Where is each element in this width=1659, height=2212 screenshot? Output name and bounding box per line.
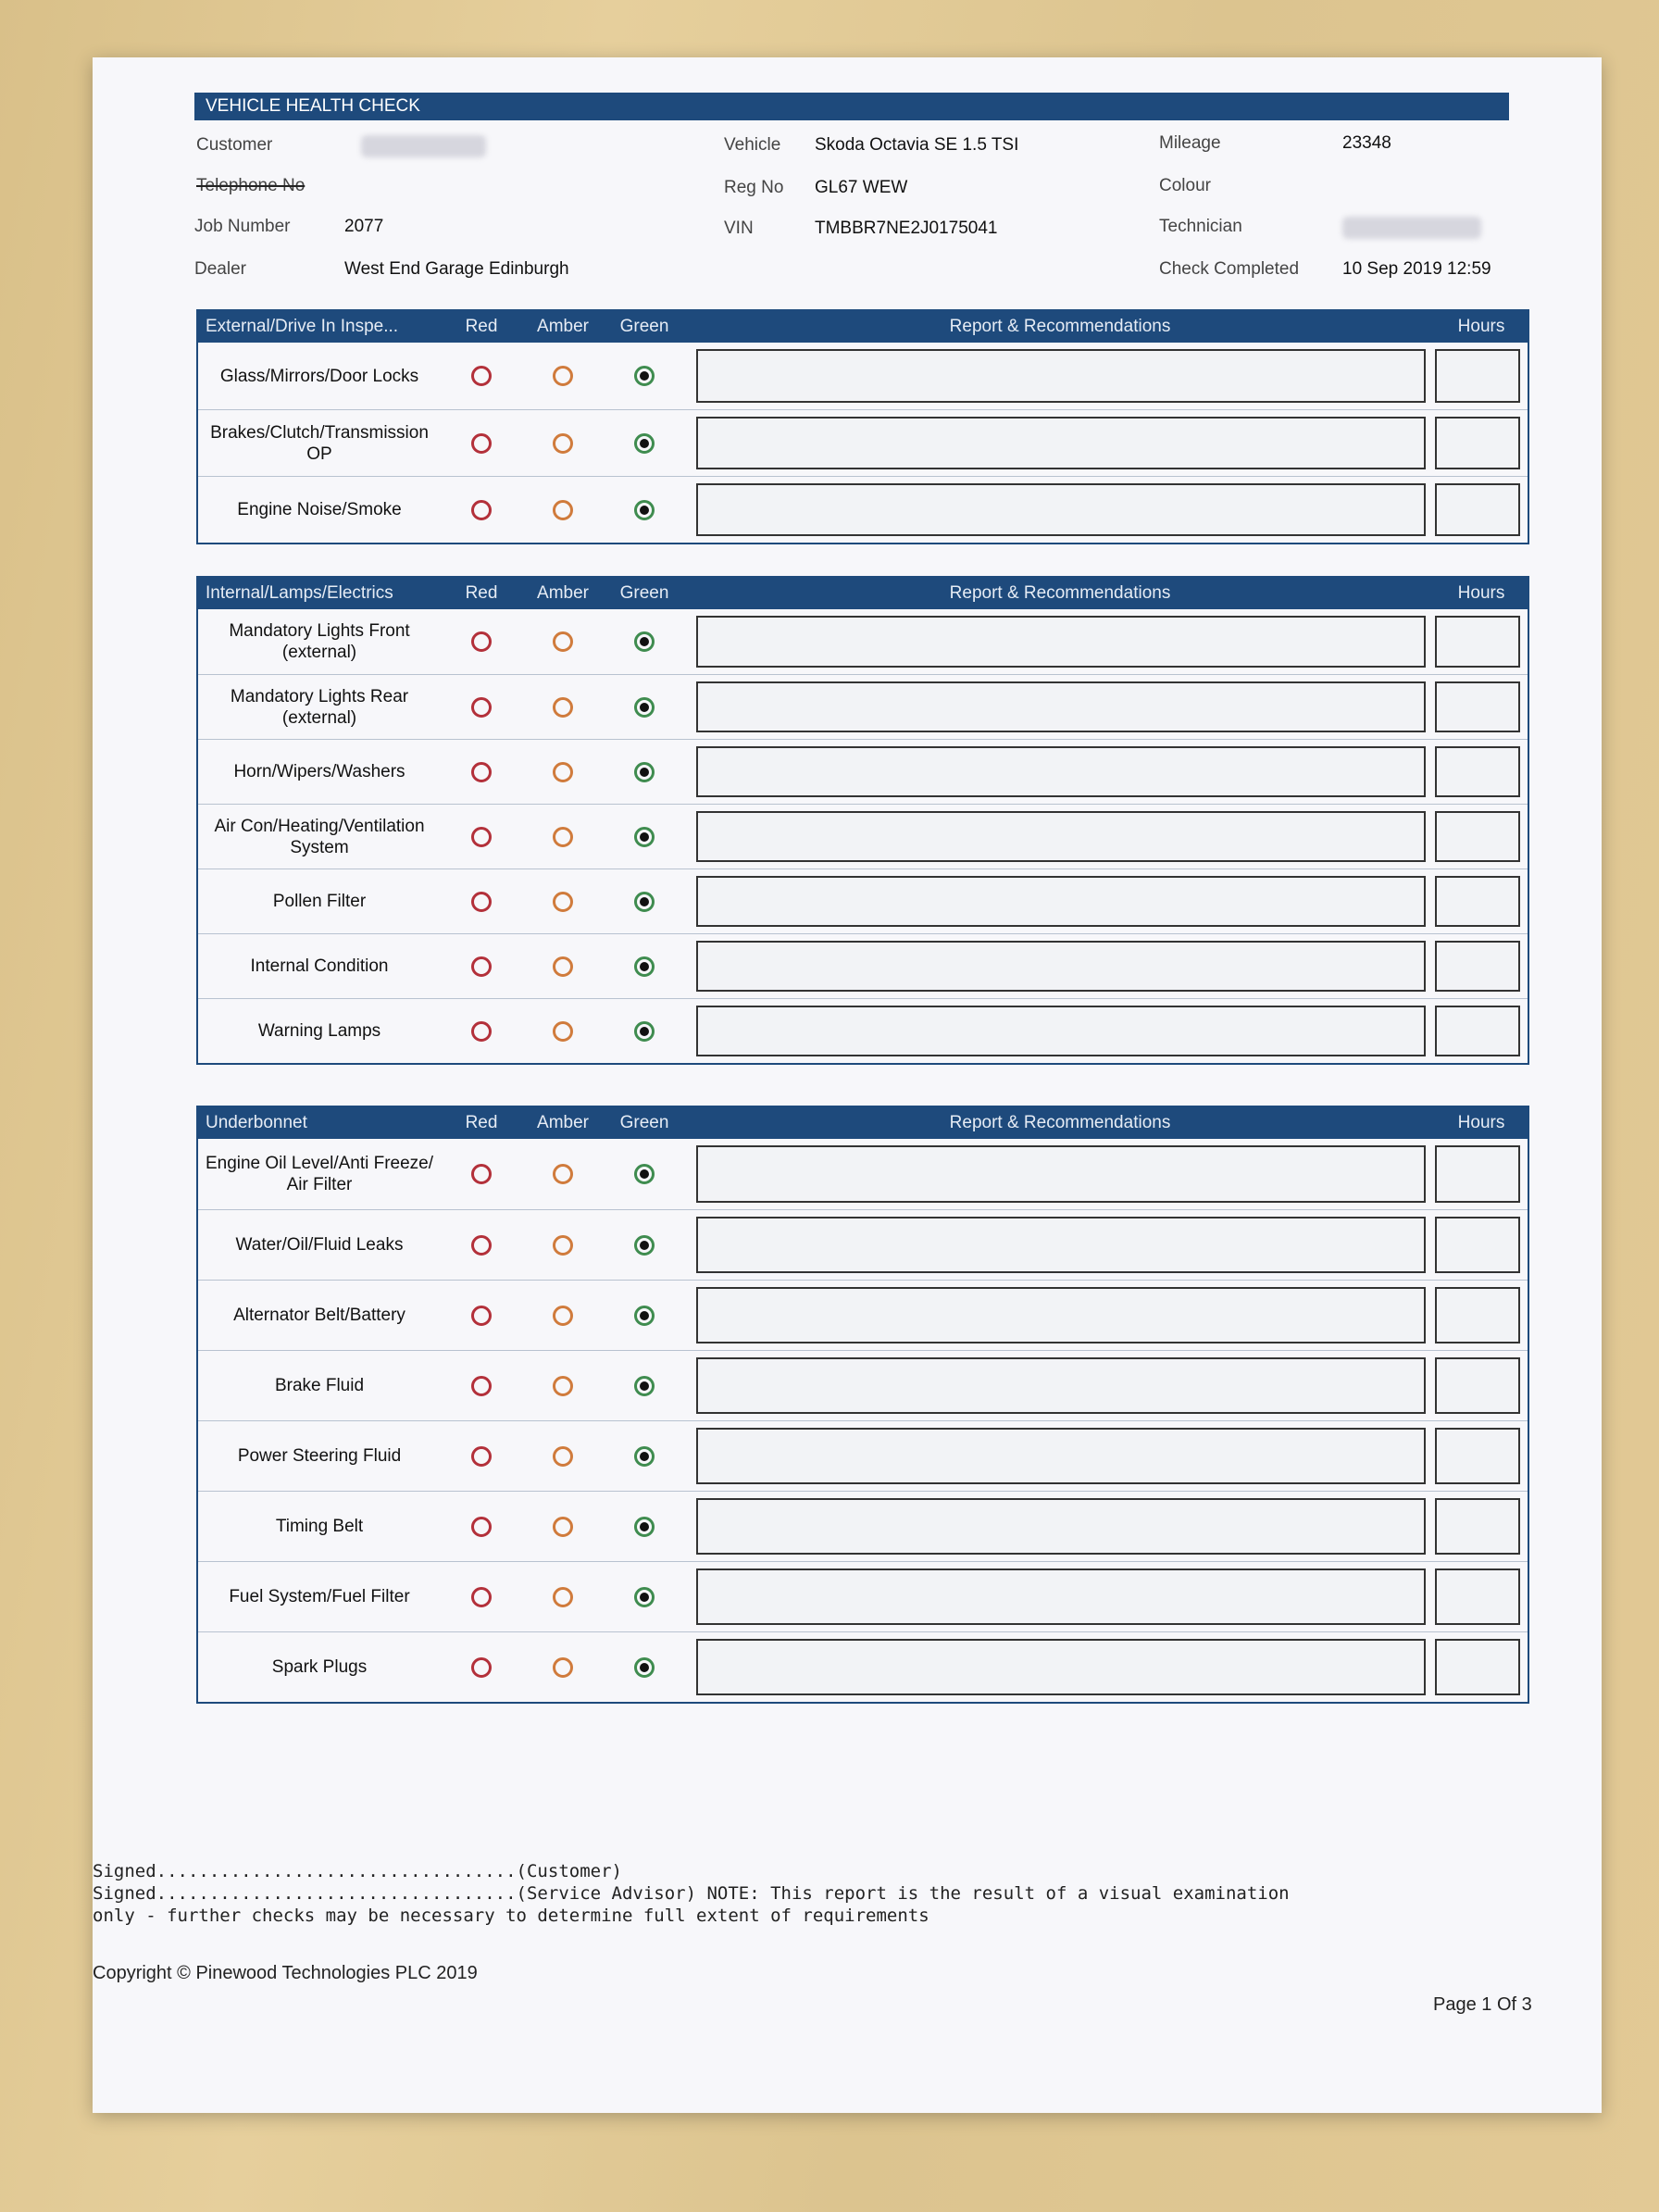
selected-dot [640,1311,649,1320]
hours-field[interactable] [1435,746,1520,797]
vin-value: TMBBR7NE2J0175041 [815,219,998,238]
col-report: Report & Recommendations [949,583,1171,603]
green-radio[interactable] [634,500,655,520]
amber-rating-cell [522,631,604,652]
green-rating-cell [604,631,685,652]
red-radio[interactable] [471,1376,492,1396]
amber-rating-cell [522,433,604,454]
red-rating-cell [441,433,522,454]
green-radio[interactable] [634,762,655,782]
amber-rating-cell [522,1306,604,1326]
checklist-row [198,476,1528,543]
red-radio[interactable] [471,500,492,520]
selected-dot [640,962,649,971]
check-item-label: Mandatory Lights Front (external) [229,621,410,662]
amber-radio[interactable] [553,1587,573,1607]
report-field[interactable] [696,1357,1426,1414]
signed-advisor-line: Signed..................................(Service Advisor) NOTE: This report is the result of a visual examination [93,1883,1290,1904]
hours-field[interactable] [1435,876,1520,927]
report-field[interactable] [696,941,1426,992]
check-item-label: Warning Lamps [257,1021,381,1041]
section-internal [196,576,1529,1065]
health-check-sheet [93,57,1602,2113]
hours-field[interactable] [1435,1428,1520,1484]
report-field[interactable] [696,349,1426,403]
selected-dot [640,897,649,906]
check-item-label: Brake Fluid [274,1376,365,1395]
check-item-label: Fuel System/Fuel Filter [229,1587,410,1606]
red-rating-cell [441,1517,522,1537]
amber-rating-cell [522,956,604,977]
checklist-row [198,739,1528,804]
red-rating-cell [441,892,522,912]
report-field[interactable] [696,1145,1426,1203]
hours-field[interactable] [1435,1217,1520,1273]
col-hours: Hours [1457,1113,1505,1132]
checklist-row [198,1631,1528,1702]
check-item-label: Engine Noise/Smoke [237,500,402,519]
section-title: External/Drive In Inspe... [206,317,399,336]
red-rating-cell [441,762,522,782]
report-field[interactable] [696,1217,1426,1273]
green-rating-cell [604,1021,685,1042]
check-item-label: Glass/Mirrors/Door Locks [219,366,419,386]
check-item-label: Horn/Wipers/Washers [233,762,405,781]
red-rating-cell [441,1306,522,1326]
check-completed-label: Check Completed [1159,259,1300,279]
technician-redacted [1342,217,1481,239]
green-radio[interactable] [634,1517,655,1537]
green-rating-cell [604,1235,685,1256]
check-item-label: Power Steering Fluid [237,1446,402,1466]
vehicle-value: Skoda Octavia SE 1.5 TSI [815,135,1019,155]
green-radio[interactable] [634,433,655,454]
customer-redacted [361,135,486,157]
amber-radio[interactable] [553,892,573,912]
green-rating-cell [604,1164,685,1184]
green-rating-cell [604,1306,685,1326]
red-radio[interactable] [471,1657,492,1678]
report-field[interactable] [696,483,1426,536]
section-rows [198,343,1528,543]
amber-radio[interactable] [553,1306,573,1326]
red-radio[interactable] [471,892,492,912]
report-field[interactable] [696,811,1426,862]
red-rating-cell [441,500,522,520]
hours-field[interactable] [1435,616,1520,668]
green-radio[interactable] [634,366,655,386]
checklist-row [198,343,1528,409]
hours-field[interactable] [1435,1639,1520,1695]
check-item-label: Internal Condition [250,956,389,976]
amber-radio[interactable] [553,1021,573,1042]
green-radio[interactable] [634,1021,655,1042]
note-line: only - further checks may be necessary to determine full extent of requirements [93,1906,929,1926]
section-title: Underbonnet [206,1113,307,1132]
selected-dot [640,637,649,646]
hours-field[interactable] [1435,417,1520,469]
selected-dot [640,1027,649,1036]
red-radio[interactable] [471,1587,492,1607]
green-rating-cell [604,500,685,520]
amber-rating-cell [522,1517,604,1537]
amber-radio[interactable] [553,827,573,847]
check-item-label: Water/Oil/Fluid Leaks [235,1235,404,1255]
red-rating-cell [441,1376,522,1396]
report-field[interactable] [696,746,1426,797]
red-rating-cell [441,956,522,977]
green-radio[interactable] [634,1306,655,1326]
hours-field[interactable] [1435,1287,1520,1343]
red-radio[interactable] [471,1021,492,1042]
col-green: Green [619,317,669,336]
reg-value: GL67 WEW [815,178,908,197]
reg-label: Reg No [724,178,784,197]
amber-rating-cell [522,500,604,520]
green-rating-cell [604,1657,685,1678]
sheet-title: VEHICLE HEALTH CHECK [194,93,1509,120]
report-field[interactable] [696,876,1426,927]
checklist-row [198,1139,1528,1209]
hours-field[interactable] [1435,1145,1520,1203]
green-rating-cell [604,697,685,718]
report-field[interactable] [696,1568,1426,1625]
section-underbonnet [196,1106,1529,1704]
report-field[interactable] [696,417,1426,469]
checklist-row [198,804,1528,869]
green-radio[interactable] [634,631,655,652]
amber-rating-cell [522,1657,604,1678]
amber-rating-cell [522,762,604,782]
amber-radio[interactable] [553,1164,573,1184]
section-rows [198,1139,1528,1702]
red-rating-cell [441,631,522,652]
section-header [198,578,1528,609]
check-item-label: Brakes/Clutch/Transmission OP [210,422,429,464]
amber-radio[interactable] [553,1235,573,1256]
mileage-label: Mileage [1159,133,1221,153]
dealer-label: Dealer [194,259,246,279]
green-radio[interactable] [634,1657,655,1678]
checklist-row [198,1491,1528,1561]
col-amber: Amber [537,317,589,336]
check-completed-value: 10 Sep 2019 12:59 [1342,259,1491,279]
amber-radio[interactable] [553,366,573,386]
hours-field[interactable] [1435,1498,1520,1555]
checklist-row [198,609,1528,674]
selected-dot [640,703,649,712]
green-rating-cell [604,1517,685,1537]
amber-radio[interactable] [553,1446,573,1467]
red-radio[interactable] [471,1446,492,1467]
amber-rating-cell [522,1376,604,1396]
selected-dot [640,1381,649,1391]
amber-rating-cell [522,1235,604,1256]
col-red: Red [465,583,498,603]
amber-radio[interactable] [553,762,573,782]
report-field[interactable] [696,1639,1426,1695]
red-radio[interactable] [471,366,492,386]
hours-field[interactable] [1435,349,1520,403]
hours-field[interactable] [1435,483,1520,536]
amber-radio[interactable] [553,433,573,454]
red-radio[interactable] [471,697,492,718]
checklist-row [198,674,1528,739]
col-report: Report & Recommendations [949,317,1171,336]
amber-radio[interactable] [553,697,573,718]
checklist-row [198,1420,1528,1491]
selected-dot [640,506,649,515]
report-field[interactable] [696,1498,1426,1555]
check-item-label: Mandatory Lights Rear (external) [230,686,409,728]
green-radio[interactable] [634,956,655,977]
amber-radio[interactable] [553,500,573,520]
checklist-row [198,998,1528,1063]
red-radio[interactable] [471,1164,492,1184]
check-item-label: Pollen Filter [272,892,367,911]
green-radio[interactable] [634,1446,655,1467]
report-field[interactable] [696,1428,1426,1484]
col-green: Green [619,583,669,603]
amber-radio[interactable] [553,1517,573,1537]
col-green: Green [619,1113,669,1132]
checklist-row [198,1280,1528,1350]
copyright: Copyright © Pinewood Technologies PLC 2019 [93,1963,478,1983]
green-rating-cell [604,366,685,386]
green-radio[interactable] [634,892,655,912]
amber-radio[interactable] [553,956,573,977]
green-rating-cell [604,762,685,782]
selected-dot [640,1522,649,1531]
selected-dot [640,768,649,777]
selected-dot [640,371,649,381]
colour-label: Colour [1159,176,1211,195]
red-rating-cell [441,1587,522,1607]
hours-field[interactable] [1435,811,1520,862]
col-red: Red [465,1113,498,1132]
red-radio[interactable] [471,433,492,454]
mileage-value: 23348 [1342,133,1391,153]
checklist-row [198,1350,1528,1420]
selected-dot [640,832,649,842]
green-rating-cell [604,956,685,977]
check-item-label: Spark Plugs [271,1657,368,1677]
col-hours: Hours [1457,317,1505,336]
checklist-row [198,933,1528,998]
amber-radio[interactable] [553,1376,573,1396]
col-amber: Amber [537,1113,589,1132]
amber-rating-cell [522,366,604,386]
amber-rating-cell [522,1164,604,1184]
hours-field[interactable] [1435,681,1520,732]
report-field[interactable] [696,681,1426,732]
green-rating-cell [604,1376,685,1396]
red-rating-cell [441,1021,522,1042]
selected-dot [640,1663,649,1672]
green-radio[interactable] [634,1235,655,1256]
hours-field[interactable] [1435,1006,1520,1056]
selected-dot [640,439,649,448]
section-header [198,311,1528,343]
report-field[interactable] [696,1006,1426,1056]
green-radio[interactable] [634,827,655,847]
red-rating-cell [441,697,522,718]
green-rating-cell [604,892,685,912]
check-item-label: Engine Oil Level/Anti Freeze/ Air Filter [205,1154,434,1194]
section-rows [198,609,1528,1063]
col-report: Report & Recommendations [949,1113,1171,1132]
page-number: Page 1 Of 3 [1433,1994,1532,2015]
green-rating-cell [604,433,685,454]
selected-dot [640,1593,649,1602]
selected-dot [640,1169,649,1179]
green-rating-cell [604,827,685,847]
red-radio[interactable] [471,956,492,977]
checklist-row [198,1561,1528,1631]
check-item-label: Timing Belt [275,1517,364,1536]
red-radio[interactable] [471,1306,492,1326]
red-radio[interactable] [471,1235,492,1256]
checklist-row [198,869,1528,933]
report-field[interactable] [696,1287,1426,1343]
check-item-label: Alternator Belt/Battery [233,1306,405,1325]
amber-radio[interactable] [553,631,573,652]
section-external [196,309,1529,544]
red-rating-cell [441,1235,522,1256]
hours-field[interactable] [1435,1357,1520,1414]
red-rating-cell [441,1446,522,1467]
checklist-row [198,409,1528,476]
job-number-label: Job Number [194,217,291,236]
amber-rating-cell [522,892,604,912]
vin-label: VIN [724,219,754,238]
report-field[interactable] [696,616,1426,668]
amber-radio[interactable] [553,1657,573,1678]
green-rating-cell [604,1446,685,1467]
red-radio[interactable] [471,1517,492,1537]
signed-customer-line: Signed..................................(Customer) [93,1861,622,1881]
red-radio[interactable] [471,762,492,782]
customer-label: Customer [196,135,273,155]
checklist-row [198,1209,1528,1280]
green-radio[interactable] [634,1587,655,1607]
red-radio[interactable] [471,631,492,652]
dealer-value: West End Garage Edinburgh [344,259,569,279]
selected-dot [640,1452,649,1461]
amber-rating-cell [522,1587,604,1607]
vehicle-label: Vehicle [724,135,781,155]
red-rating-cell [441,366,522,386]
red-rating-cell [441,1657,522,1678]
green-radio[interactable] [634,1376,655,1396]
col-red: Red [465,317,498,336]
col-hours: Hours [1457,583,1505,603]
red-radio[interactable] [471,827,492,847]
green-rating-cell [604,1587,685,1607]
hours-field[interactable] [1435,1568,1520,1625]
technician-label: Technician [1159,217,1242,236]
green-radio[interactable] [634,1164,655,1184]
red-rating-cell [441,827,522,847]
section-title: Internal/Lamps/Electrics [206,583,393,603]
amber-rating-cell [522,1021,604,1042]
telephone-label: Telephone No [196,176,306,195]
selected-dot [640,1241,649,1250]
section-header [198,1107,1528,1139]
check-item-label: Air Con/Heating/Ventilation System [214,816,425,857]
col-amber: Amber [537,583,589,603]
amber-rating-cell [522,697,604,718]
job-number-value: 2077 [344,217,384,236]
red-rating-cell [441,1164,522,1184]
hours-field[interactable] [1435,941,1520,992]
green-radio[interactable] [634,697,655,718]
amber-rating-cell [522,1446,604,1467]
amber-rating-cell [522,827,604,847]
